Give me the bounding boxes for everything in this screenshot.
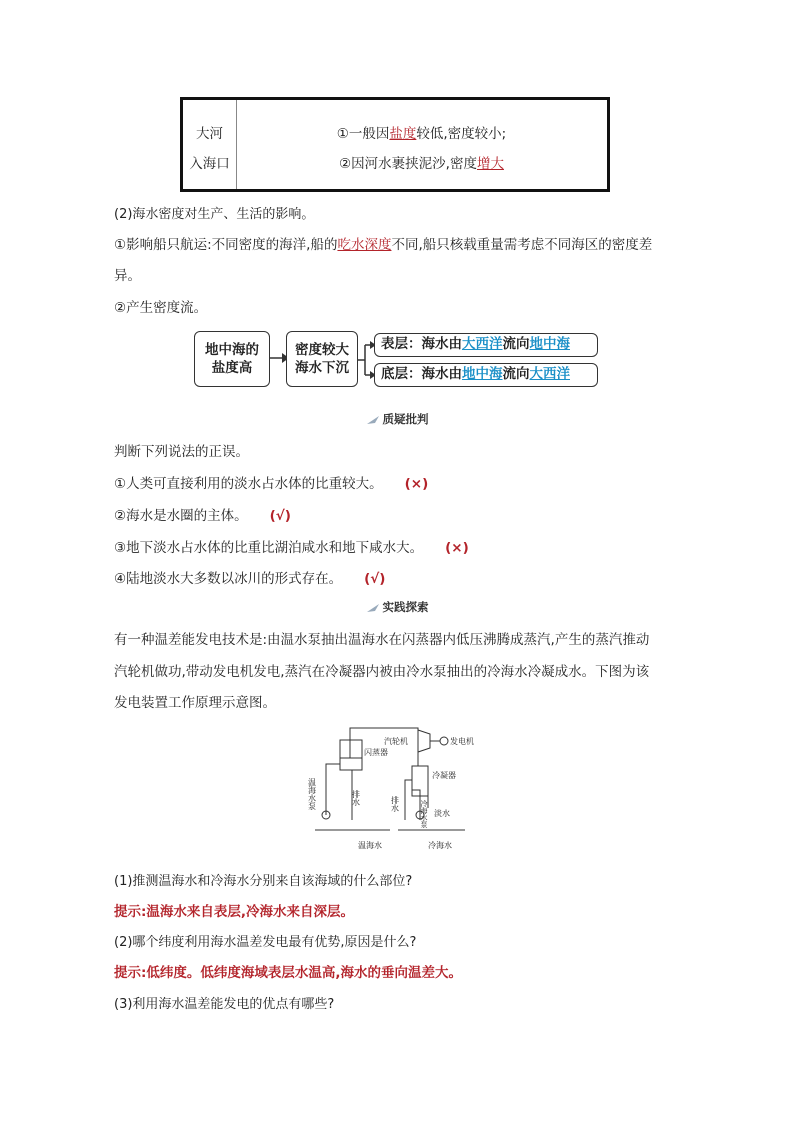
judge-item-text: ④陆地淡水大多数以冰川的形式存在。 bbox=[114, 571, 343, 587]
feather-icon bbox=[366, 603, 380, 613]
judge-item-mark: (√) bbox=[364, 571, 386, 587]
practice-line-3: 发电装置工作原理示意图。 bbox=[114, 695, 276, 711]
flow-box-mediterranean bbox=[194, 331, 270, 387]
generator-shape bbox=[440, 737, 448, 745]
flash-evaporator-shape bbox=[340, 740, 362, 770]
judge-item-text: ①人类可直接利用的淡水占水体的比重较大。 bbox=[114, 476, 383, 492]
table-column-divider bbox=[236, 100, 237, 189]
answer-1 bbox=[114, 900, 354, 920]
turbine-shape bbox=[418, 730, 430, 752]
judge-item-text: ③地下淡水占水体的比重比湖泊咸水和地下咸水大。 bbox=[114, 540, 424, 556]
shipping-key: 吃水深度 bbox=[337, 237, 392, 253]
table-item-1-key: 盐度 bbox=[389, 126, 417, 142]
section1-title: 质疑批判 bbox=[382, 412, 429, 426]
bottom-mid: 流向 bbox=[502, 366, 530, 382]
bottom-label: 底层：海水由 bbox=[381, 366, 462, 382]
label-generator: 发电机 bbox=[450, 737, 474, 746]
judge-item-mark: (×) bbox=[404, 476, 429, 492]
surface-to: 地中海 bbox=[529, 336, 570, 352]
section-heading-critique bbox=[0, 411, 794, 427]
table-item-1-text-a: ①一般因 bbox=[336, 126, 390, 142]
label-drain1: 排水 bbox=[351, 790, 361, 806]
surface-from: 大西洋 bbox=[462, 336, 503, 352]
flow-box1-line2: 盐度高 bbox=[211, 360, 253, 376]
question-2: (2)哪个纬度利用海水温差发电最有优势,原因是什么? bbox=[114, 935, 417, 950]
answer-1-prefix: 提示: bbox=[114, 904, 147, 920]
paragraph-density-impact: (2)海水密度对生产、生活的影响。 bbox=[114, 207, 315, 222]
answer-2-prefix: 提示: bbox=[114, 965, 147, 981]
flow-box-surface bbox=[374, 333, 598, 357]
label-drain2: 排水 bbox=[390, 796, 400, 812]
table-row-label-1: 大河 bbox=[196, 126, 223, 142]
warm-intake-pipe bbox=[326, 764, 340, 815]
practice-line-2: 汽轮机做功,带动发电机发电,蒸汽在冷凝器内被由冷水泵抽出的冷海水冷凝成水。下图为该 bbox=[114, 664, 650, 680]
judge-item bbox=[114, 504, 291, 524]
paragraph-density-current: ②产生密度流。 bbox=[114, 300, 208, 316]
label-warm-pump: 温海水泵 bbox=[307, 778, 317, 810]
shipping-text-a: ①影响船只航运:不同密度的海洋,船的 bbox=[114, 237, 338, 253]
judge-item bbox=[114, 472, 428, 492]
flow-box-sinking bbox=[286, 331, 358, 387]
label-warm-sea: 温海水 bbox=[358, 841, 382, 850]
question-1: (1)推测温海水和冷海水分别来自该海域的什么部位? bbox=[114, 874, 413, 889]
paragraph-shipping bbox=[114, 233, 652, 253]
table-item-1 bbox=[236, 122, 607, 142]
drain2-pipe bbox=[405, 780, 412, 820]
bottom-from: 地中海 bbox=[462, 366, 503, 382]
table-item-2 bbox=[236, 152, 607, 172]
shipping-text-b: 不同,船只核载重量需考虑不同海区的密度差 bbox=[391, 237, 653, 253]
table-item-2-key: 增大 bbox=[476, 156, 504, 172]
otec-diagram bbox=[300, 720, 500, 855]
judge-item-mark: (×) bbox=[445, 540, 469, 556]
label-flash: 闪蒸器 bbox=[364, 748, 388, 757]
judge-item-text: ②海水是水圈的主体。 bbox=[114, 508, 248, 524]
flow-box2-line1: 密度较大 bbox=[295, 342, 349, 358]
bottom-to: 大西洋 bbox=[529, 366, 570, 382]
label-fresh: 淡水 bbox=[434, 809, 450, 818]
judge-item bbox=[114, 536, 469, 556]
surface-mid: 流向 bbox=[502, 336, 530, 352]
label-condenser: 冷凝器 bbox=[432, 771, 456, 780]
table-row-label-2: 入海口 bbox=[189, 156, 230, 172]
judge-intro: 判断下列说法的正误。 bbox=[114, 444, 249, 460]
flow-box2-line2: 海水下沉 bbox=[295, 360, 349, 376]
label-cold-sea: 冷海水 bbox=[428, 841, 452, 850]
salinity-table bbox=[180, 97, 610, 192]
judge-item bbox=[114, 567, 385, 587]
judge-item-mark: (√) bbox=[269, 508, 291, 524]
flow-box1-line1: 地中海的 bbox=[205, 342, 259, 358]
label-turbine: 汽轮机 bbox=[384, 737, 408, 746]
paragraph-shipping-cont: 异。 bbox=[114, 268, 141, 284]
table-item-2-text-a: ②因河水裹挟泥沙,密度 bbox=[339, 156, 477, 172]
practice-line-1: 有一种温差能发电技术是:由温水泵抽出温海水在闪蒸器内低压沸腾成蒸汽,产生的蒸汽推动 bbox=[114, 632, 650, 648]
section2-title: 实践探索 bbox=[382, 600, 429, 614]
label-cold-pump: 冷海水泵 bbox=[420, 800, 428, 828]
answer-1-text: 温海水来自表层,冷海水来自深层。 bbox=[146, 904, 355, 920]
answer-2 bbox=[114, 961, 462, 981]
question-3: (3)利用海水温差能发电的优点有哪些? bbox=[114, 997, 335, 1012]
surface-label: 表层：海水由 bbox=[381, 336, 462, 352]
table-item-1-text-b: 较低,密度较小; bbox=[416, 126, 507, 142]
flow-box-bottom bbox=[374, 363, 598, 387]
section-heading-practice bbox=[0, 599, 794, 615]
answer-2-text: 低纬度。低纬度海域表层水温高,海水的垂向温差大。 bbox=[146, 965, 463, 981]
feather-icon bbox=[366, 415, 380, 425]
